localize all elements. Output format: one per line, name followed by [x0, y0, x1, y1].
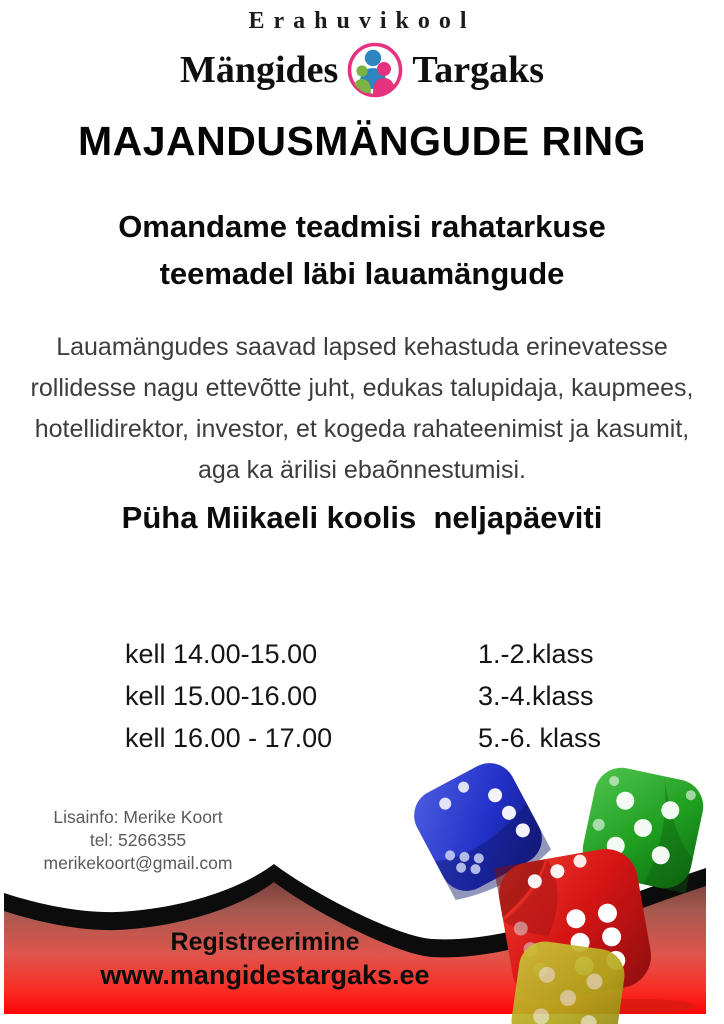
schedule-table	[125, 633, 625, 759]
family-logo-icon	[346, 41, 404, 99]
brand-logo-row	[0, 40, 724, 100]
schedule-group: 3.-4.klass	[478, 681, 594, 711]
footer-registration	[85, 926, 445, 992]
schedule-time: kell 14.00-15.00	[125, 639, 318, 669]
registration-label: Registreerimine	[170, 928, 360, 956]
website-url: www.mangidestargaks.ee	[100, 960, 430, 990]
school-name: Erahuvikool	[248, 8, 476, 34]
brand-word-left: Mängides	[179, 49, 339, 91]
contact-email: merikekoort@gmail.com	[43, 853, 233, 873]
page-title: MAJANDUSMÄNGUDE RING	[77, 118, 647, 164]
subtitle: Omandame teadmisi rahatarkuse teemadel läbi lauamängude	[118, 209, 606, 291]
schedule-time: kell 16.00 - 17.00	[125, 723, 333, 753]
schedule-time: kell 15.00-16.00	[125, 681, 318, 711]
contact-info: Lisainfo: Merike Koort	[53, 807, 223, 827]
description-paragraph: Lauamängudes saavad lapsed kehastuda erinevatesse rollidesse nagu ettevõtte juht, edukas talupidaja, kaupmees, hotellidirektor, investor, et kogeda rahateenimist ja kasumit, aga ka ärilisi ebaõnnestumisi.	[30, 333, 694, 484]
contact-phone: tel: 5266355	[89, 830, 187, 850]
schedule-group: 5.-6. klass	[478, 723, 602, 753]
schedule-group: 1.-2.klass	[478, 639, 594, 669]
brand-word-right: Targaks	[412, 49, 544, 91]
location-heading: Püha Miikaeli koolis neljapäeviti	[121, 500, 603, 535]
